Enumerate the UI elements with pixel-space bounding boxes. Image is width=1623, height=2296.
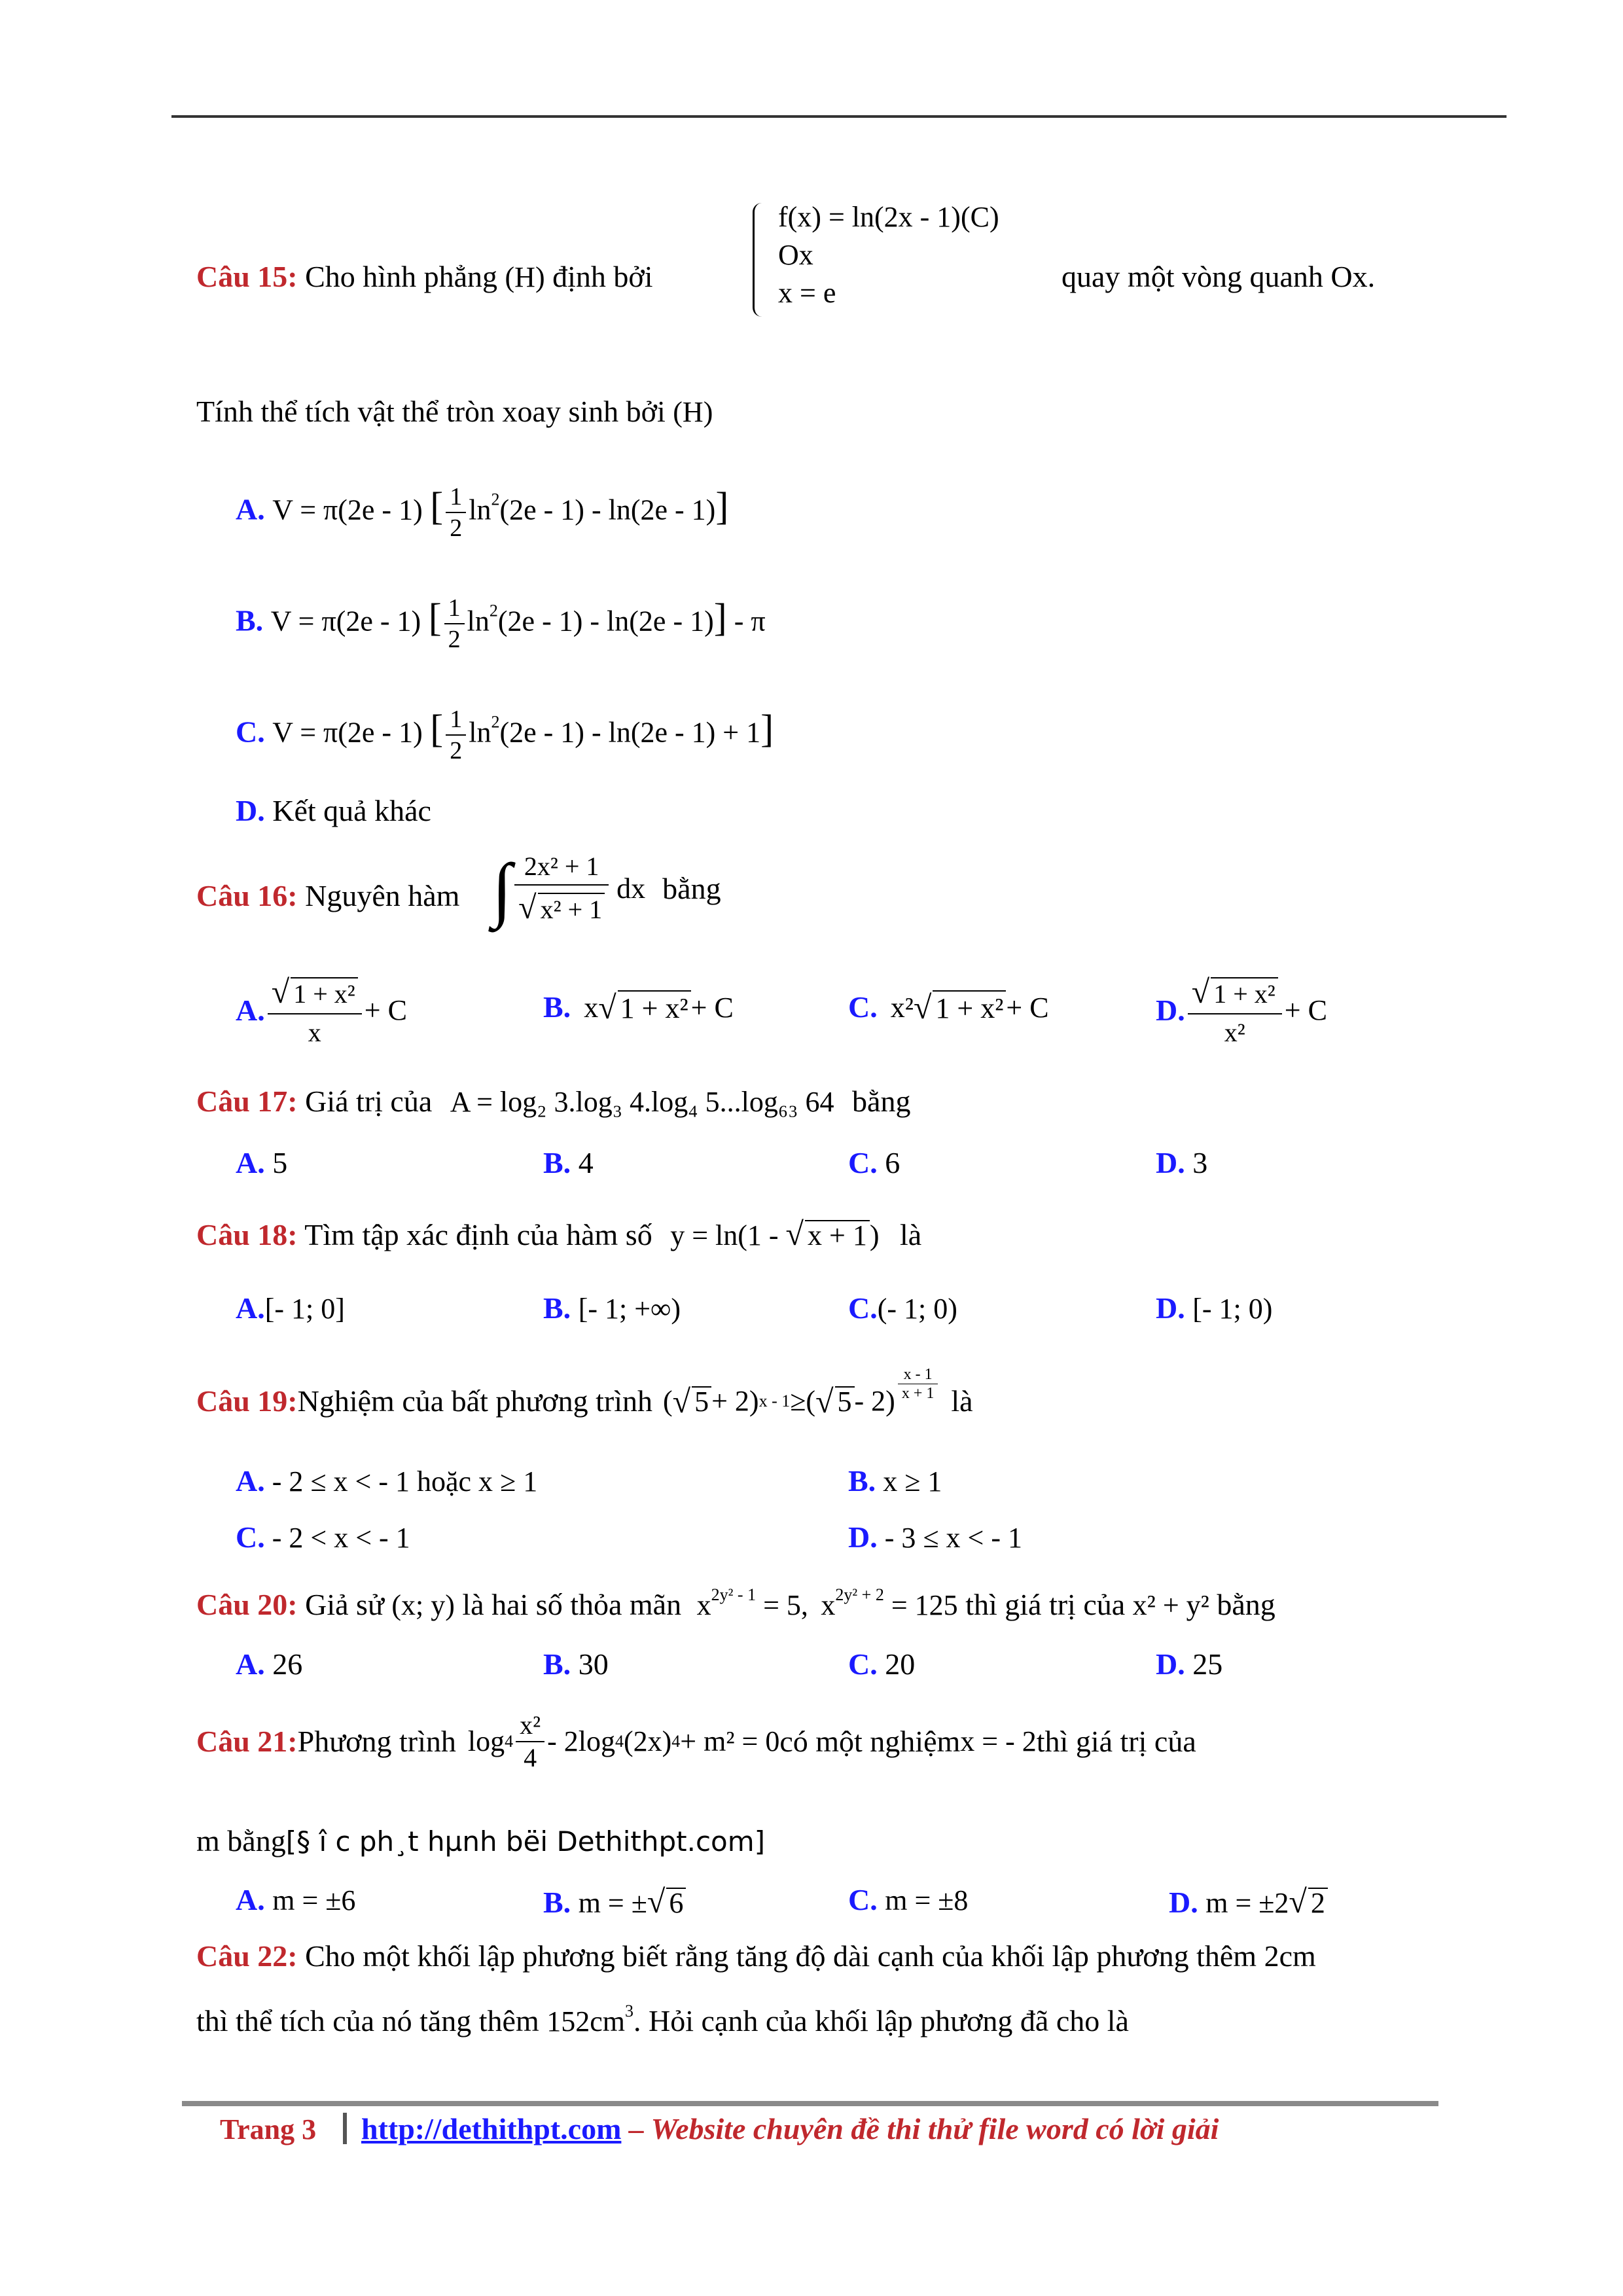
- question-text: thì giá trị của: [957, 1588, 1133, 1621]
- option-label: B.: [236, 603, 264, 637]
- option-a: [236, 973, 407, 1048]
- option-b: [236, 596, 766, 652]
- option-label: B.: [848, 1464, 876, 1498]
- question-text: định bởi: [544, 260, 653, 293]
- question-text: Tìm tập xác định của hàm số: [297, 1218, 652, 1251]
- fraction: $\frac{\text{√ 1 + x²}}{x}$: [268, 973, 362, 1048]
- bracket-left: [: [430, 707, 444, 751]
- option-c: [236, 1522, 410, 1552]
- math-expr: (2x): [623, 1725, 672, 1757]
- question-text: thì giá trị của: [1036, 1725, 1196, 1758]
- option-label: B.: [543, 1886, 571, 1919]
- math-expr: + 2): [711, 1384, 759, 1417]
- fraction: $\frac{\text{x²}}{4}$: [516, 1712, 544, 1771]
- option-expr: (2e - 1) - ln(2e - 1): [497, 605, 714, 637]
- question-text: Cho hình phẳng: [297, 260, 505, 293]
- system-line: f(x) = ln(2x - 1)(C): [778, 201, 999, 233]
- option-b: [848, 1466, 942, 1496]
- header-rule: [171, 115, 1507, 118]
- option-label: A.: [236, 1291, 265, 1325]
- option-value: 4: [571, 1146, 594, 1179]
- question-text: Cho một khối lập phương biết rằng tăng độ dài cạnh của khối lập phương thêm 2cm: [297, 1939, 1316, 1973]
- question-text: là: [951, 1384, 973, 1418]
- question-label: Câu 20:: [196, 1588, 298, 1621]
- footer-text: [361, 2111, 1219, 2146]
- option-expr: + C: [364, 994, 407, 1026]
- subscript: 4: [505, 1732, 514, 1751]
- option-expr: V = π(2e - 1): [272, 493, 423, 526]
- option-c: [236, 707, 774, 763]
- footer-description: – Website chuyên đề thi thử file word có lời giải: [621, 2112, 1219, 2145]
- question-15-intro: [196, 262, 653, 292]
- question-label: Câu 16:: [196, 879, 298, 912]
- option-value: 6: [877, 1146, 901, 1179]
- subscript: 4: [615, 1732, 624, 1751]
- radicand: x + 1: [805, 1220, 870, 1250]
- option-value: 26: [264, 1647, 303, 1681]
- exponent: x - 1: [758, 1391, 791, 1410]
- math-expr: x² + y²: [1132, 1589, 1209, 1621]
- math-expr: - 2log: [547, 1725, 615, 1757]
- question-19: Câu 19: Nghiệm của bất phương trình ( √ 5 + 2) x - 1 ≥ ( √ 5 - 2) $\frac{x - 1}{x + 1}$ là: [196, 1366, 973, 1420]
- option-label: C.: [236, 1520, 265, 1554]
- option-label: A.: [236, 1464, 265, 1498]
- question-text: Phương trình: [297, 1725, 456, 1758]
- option-d: [1156, 973, 1327, 1048]
- option-label: A.: [236, 1647, 265, 1681]
- option-label: C.: [848, 1146, 878, 1179]
- option-value: - 3 ≤ x < - 1: [877, 1522, 1023, 1554]
- bracket-left: [: [430, 484, 444, 528]
- exponent-fraction: $\frac{x - 1}{x + 1}$: [898, 1367, 938, 1401]
- question-label: Câu 22:: [196, 1939, 298, 1973]
- option-b: [543, 1148, 594, 1178]
- question-text: bằng: [662, 871, 721, 905]
- option-value: (- 1; 0): [877, 1293, 957, 1325]
- option-a: [236, 1885, 355, 1915]
- option-expr: x: [584, 991, 599, 1024]
- radicand: 1 + x²: [618, 990, 691, 1025]
- question-text: có một nghiệm: [779, 1725, 961, 1758]
- math-expr: 152cm: [546, 2005, 626, 2037]
- math-expr: = 125: [883, 1589, 958, 1621]
- option-value: - 2 ≤ x < - 1 hoặc x ≥ 1: [264, 1465, 538, 1498]
- option-d: [236, 796, 431, 826]
- question-label: Câu 18:: [196, 1218, 298, 1251]
- option-value: [- 1; 0): [1192, 1293, 1273, 1325]
- radicand: 5: [692, 1386, 711, 1416]
- math-expr: (: [806, 1384, 816, 1417]
- question-22: [196, 1941, 1316, 1971]
- radicand: 1 + x²: [933, 990, 1006, 1025]
- math-expr: A = log₂ 3.log₃ 4.log₄ 5...log₆₃ 64: [450, 1086, 834, 1118]
- option-expr: ln: [467, 605, 490, 637]
- page-number: Trang 3: [220, 2113, 317, 2145]
- option-label: B.: [543, 1647, 571, 1681]
- option-label: C.: [848, 1647, 878, 1681]
- question-text: bằng: [1209, 1588, 1275, 1621]
- option-label: D.: [1169, 1886, 1198, 1919]
- option-c: C. x² √ 1 + x² + C: [848, 989, 1049, 1026]
- option-value: - 2 < x < - 1: [264, 1522, 410, 1554]
- math-expr: x: [696, 1589, 711, 1621]
- question-label: Câu 19:: [196, 1384, 298, 1418]
- system-of-equations: [753, 203, 999, 317]
- question-text: Giả sử: [297, 1588, 392, 1621]
- question-text: là: [899, 1218, 922, 1251]
- integral-expr: [492, 848, 721, 929]
- option-label: C.: [236, 715, 265, 749]
- exponent: 3: [625, 2001, 634, 2020]
- math-expr: (: [663, 1384, 673, 1417]
- option-value: 5: [264, 1146, 288, 1179]
- exponent: 2: [491, 712, 500, 732]
- option-a: [236, 1148, 287, 1178]
- question-17: [196, 1086, 910, 1117]
- bracket-right: ]: [715, 484, 729, 528]
- question-text: . Hỏi cạnh của khối lập phương đã cho là: [633, 2004, 1129, 2037]
- option-expr: V = π(2e - 1): [272, 716, 423, 749]
- question-21-line2: [196, 1826, 765, 1856]
- option-value: 25: [1185, 1647, 1223, 1681]
- option-label: A.: [236, 1883, 265, 1916]
- system-line: x = e: [778, 277, 836, 309]
- footer-divider: [343, 2113, 347, 2144]
- integral-sign: ∫: [492, 848, 512, 929]
- option-label: D.: [1156, 1647, 1185, 1681]
- math-expr: x: [821, 1589, 836, 1621]
- option-expr: x²: [890, 991, 914, 1024]
- option-a: [236, 1466, 537, 1496]
- option-label: C.: [848, 1883, 878, 1916]
- option-b: B. x √ 1 + x² + C: [543, 989, 734, 1026]
- option-d: [1156, 1148, 1207, 1178]
- exponent: 2: [491, 490, 500, 509]
- option-value: m = ±2: [1205, 1887, 1289, 1919]
- option-value: m = ±8: [885, 1884, 969, 1916]
- question-16: [196, 881, 459, 911]
- question-18: Câu 18: Tìm tập xác định của hàm số y = ln(1 - √ x + 1) là: [196, 1215, 922, 1252]
- option-expr: ln: [469, 493, 491, 526]
- option-c: [848, 1148, 900, 1178]
- option-value: 3: [1185, 1146, 1208, 1179]
- question-text: Giá trị của: [297, 1085, 433, 1118]
- option-expr: (2e - 1) - ln(2e - 1): [499, 493, 716, 526]
- exponent: 2: [489, 601, 498, 620]
- question-text: Nguyên hàm: [297, 879, 460, 912]
- radicand: 5: [835, 1386, 855, 1416]
- option-c: [848, 1293, 957, 1323]
- option-label: C.: [848, 990, 878, 1024]
- math-expr: + m² = 0: [680, 1725, 780, 1757]
- question-text: bằng: [852, 1085, 911, 1118]
- option-expr: + C: [1284, 994, 1327, 1026]
- option-label: A.: [236, 492, 265, 526]
- radicand: 2: [1308, 1888, 1328, 1918]
- fraction: $\frac{1}{2}$: [446, 707, 466, 763]
- question-label: Câu 17:: [196, 1085, 298, 1118]
- fraction: $\frac{\text{√ 1 + x²}}{\text{x²}}$: [1188, 973, 1282, 1048]
- option-c: [848, 1885, 968, 1915]
- option-value: x ≥ 1: [876, 1465, 942, 1498]
- question-text: quay một vòng quanh Ox.: [1061, 260, 1376, 293]
- option-a: [236, 484, 728, 541]
- option-label: D.: [1156, 993, 1185, 1027]
- math-H: (H): [505, 261, 545, 293]
- math-expr: x = - 2: [960, 1725, 1037, 1757]
- option-expr: + C: [690, 991, 734, 1024]
- option-label: D.: [1156, 1291, 1185, 1325]
- option-d: [1156, 1649, 1222, 1679]
- option-value: m = ±: [578, 1887, 647, 1919]
- footer-page-number: [220, 2113, 316, 2146]
- option-label: B.: [543, 1146, 571, 1179]
- math-H: (H): [673, 396, 713, 428]
- question-22-line2: [196, 2003, 1129, 2036]
- fraction: $\frac{1}{2}$: [444, 596, 465, 652]
- bracket-left: [: [428, 596, 442, 639]
- option-label: D.: [848, 1520, 878, 1554]
- question-21: [196, 1712, 1196, 1771]
- option-label: A.: [236, 1146, 265, 1179]
- question-label: Câu 15:: [196, 260, 298, 293]
- math-expr: ≥: [790, 1384, 806, 1417]
- bracket-right: ]: [760, 707, 774, 751]
- brace: [753, 203, 769, 317]
- question-text: m bằng: [196, 1824, 286, 1857]
- watermark-text: [§ î c ph¸t hµnh bëi Dethithpt.com]: [285, 1825, 766, 1857]
- footer-rule: [182, 2101, 1438, 2106]
- option-b: B. m = ±√ 6: [543, 1885, 686, 1918]
- option-expr: + C: [1006, 991, 1049, 1024]
- radicand: 6: [666, 1888, 686, 1918]
- option-b: [543, 1649, 609, 1679]
- option-value: [- 1; 0]: [264, 1293, 345, 1325]
- option-value: 30: [571, 1647, 609, 1681]
- option-label: B.: [543, 1291, 571, 1325]
- dx: dx: [616, 872, 646, 905]
- option-d: [1156, 1293, 1272, 1323]
- math-expr: y = ln(1 -: [670, 1219, 786, 1251]
- question-20: [196, 1587, 1275, 1620]
- option-expr: V = π(2e - 1): [270, 605, 421, 637]
- exponent: 2y² - 1: [711, 1585, 757, 1604]
- math-expr: log: [467, 1725, 505, 1757]
- math-expr: = 5,: [756, 1589, 808, 1621]
- math-expr: - 2): [854, 1384, 895, 1417]
- option-label: C.: [848, 1291, 878, 1325]
- option-label: A.: [236, 993, 265, 1027]
- footer-link[interactable]: http://dethithpt.com: [361, 2112, 622, 2145]
- option-b: [543, 1293, 681, 1323]
- option-value: m = ±6: [272, 1884, 356, 1916]
- option-c: [848, 1649, 915, 1679]
- math-expr: ): [869, 1219, 880, 1251]
- question-text: là hai số thỏa mãn: [454, 1588, 682, 1621]
- option-value: 20: [877, 1647, 916, 1681]
- exponent: 2y² + 2: [835, 1585, 884, 1604]
- option-d: D. m = ±2√ 2: [1169, 1885, 1328, 1918]
- option-text: Kết quả khác: [264, 794, 431, 827]
- option-label: D.: [1156, 1146, 1185, 1179]
- exponent: 4: [671, 1732, 681, 1751]
- bracket-right: ]: [713, 596, 727, 639]
- option-a: [236, 1649, 302, 1679]
- question-text: thì thể tích của nó tăng thêm: [196, 2004, 547, 2037]
- system-line: Ox: [778, 239, 813, 271]
- option-label: B.: [543, 990, 571, 1024]
- option-expr: - π: [726, 605, 766, 637]
- fraction: $\frac{1}{2}$: [446, 484, 466, 541]
- question-15-line2: [196, 397, 713, 427]
- question-text: Nghiệm của bất phương trình: [297, 1384, 652, 1418]
- option-value: [- 1; +∞): [578, 1293, 681, 1325]
- option-expr: ln: [469, 716, 491, 749]
- fraction: $\frac{\text{2x² + 1}}{\text{√ x² + 1}}$: [514, 851, 609, 926]
- math-expr: (x; y): [391, 1589, 455, 1621]
- question-label: Câu 21:: [196, 1725, 298, 1758]
- option-d: [848, 1522, 1022, 1552]
- option-label: D.: [236, 794, 265, 827]
- option-expr: (2e - 1) - ln(2e - 1) + 1: [499, 716, 761, 749]
- option-a: [236, 1293, 345, 1323]
- question-text: Tính thể tích vật thể tròn xoay sinh bởi: [196, 395, 666, 428]
